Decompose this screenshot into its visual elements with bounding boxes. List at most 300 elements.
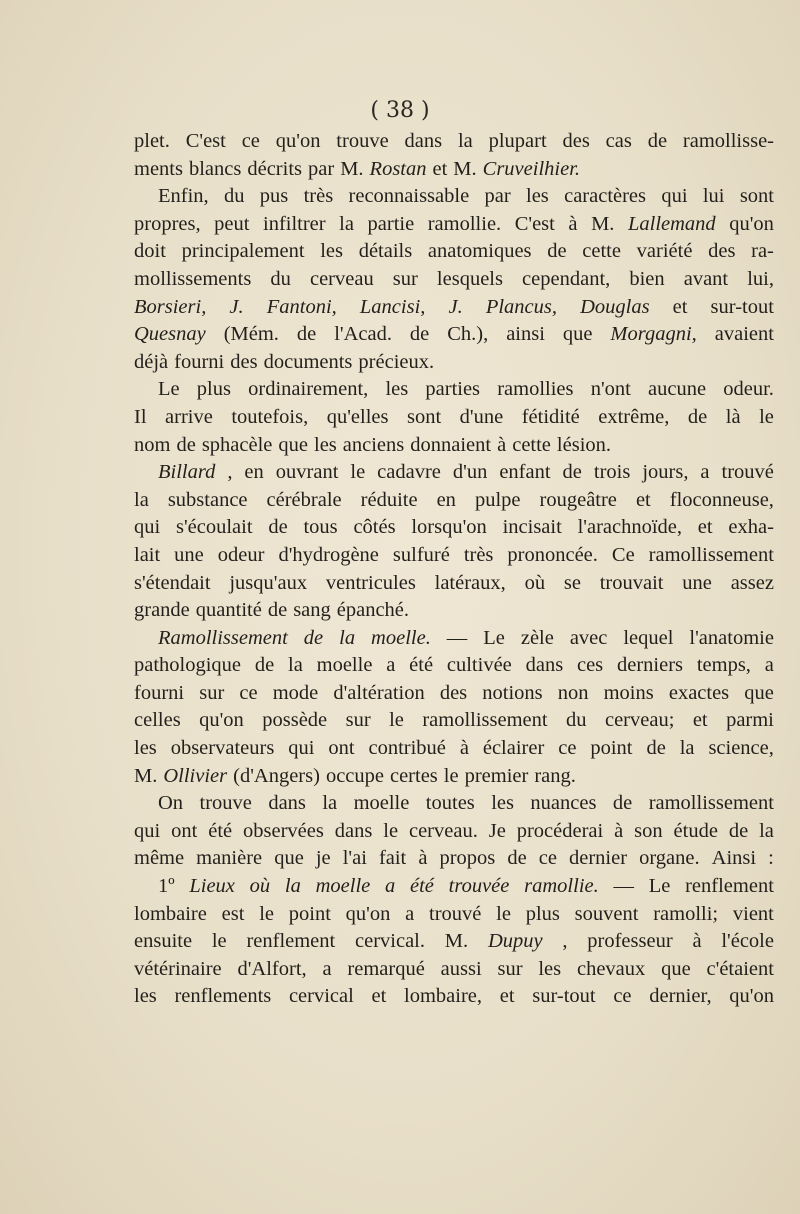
word: dans — [404, 130, 443, 152]
word: à — [497, 433, 507, 456]
word: quantité — [195, 599, 262, 622]
word: observateurs — [170, 737, 275, 760]
word: et — [371, 985, 387, 1008]
word: : — [768, 847, 774, 870]
word: dans — [525, 654, 564, 677]
word: de — [646, 737, 666, 760]
word: moelle. — [371, 626, 431, 649]
word: cervical — [288, 985, 354, 1008]
word: de — [254, 654, 275, 677]
word: Dupuy — [487, 930, 543, 953]
word: variété — [636, 240, 693, 263]
word: zèle — [520, 626, 554, 649]
word: le — [350, 461, 366, 484]
word: par — [484, 185, 511, 208]
word: de — [268, 516, 288, 539]
word: rougeâtre — [539, 488, 617, 511]
word: c'étaient — [706, 957, 774, 980]
word: infiltrer — [263, 212, 326, 235]
text-line — [134, 294, 774, 322]
word: en — [436, 488, 456, 511]
word: moelle — [353, 792, 410, 815]
word: cérébrale — [266, 488, 342, 511]
word: ramollies — [497, 378, 574, 401]
word: à — [459, 737, 469, 760]
word: d'altération — [333, 681, 425, 704]
word: Le — [158, 378, 180, 401]
text-line — [134, 156, 774, 184]
word: notions — [482, 681, 543, 704]
word: M. — [340, 157, 364, 180]
word: l'Acad. — [334, 323, 392, 346]
page-number: ( 38 ) — [370, 98, 430, 123]
word: C'est — [514, 212, 555, 235]
word: les — [491, 792, 514, 815]
word: exha- — [728, 516, 774, 539]
word: celles — [134, 709, 181, 732]
word: des — [439, 681, 468, 704]
word: le — [259, 902, 274, 925]
word: le — [496, 902, 511, 925]
word: à — [568, 212, 578, 235]
word: Enfin, — [158, 185, 209, 208]
word: organe. — [639, 847, 700, 870]
word: été — [410, 875, 434, 898]
word: trouve — [336, 130, 389, 152]
word: qui — [288, 737, 315, 760]
word: la — [339, 626, 356, 649]
word: décrits — [247, 157, 302, 180]
word: Borsieri, — [134, 295, 207, 318]
word: peut — [214, 212, 250, 235]
word: le — [389, 709, 404, 732]
word: cerveau — [309, 267, 374, 290]
word: côtés — [353, 516, 396, 539]
word: M. — [591, 212, 615, 235]
word: ventricules — [325, 571, 416, 594]
word: ont — [328, 737, 355, 760]
word: Billard — [158, 461, 216, 484]
word: lorsqu'on — [411, 516, 487, 539]
word: Fantoni, — [266, 295, 337, 318]
word: extrême, — [598, 405, 670, 428]
word: exactes — [668, 681, 730, 704]
word: et — [499, 985, 515, 1008]
word: étude — [673, 819, 718, 842]
word: que — [744, 681, 774, 704]
text-line — [134, 873, 774, 901]
word: les — [320, 240, 344, 263]
word: qu'elles — [326, 405, 389, 428]
word: jusqu'aux — [229, 571, 308, 594]
word: blancs — [188, 157, 242, 180]
word: à — [418, 847, 428, 870]
word: de — [647, 130, 668, 152]
word: assez — [730, 571, 774, 594]
word: trouve — [199, 792, 252, 815]
text-line — [134, 652, 774, 680]
word: des — [230, 350, 258, 373]
word: vient — [732, 902, 774, 925]
word: odeur — [217, 543, 265, 566]
word: Cruveilhier. — [482, 157, 581, 180]
word: ramollissement — [422, 709, 548, 732]
word: la — [457, 130, 473, 152]
word: d'une — [459, 405, 504, 428]
word: plus — [525, 902, 560, 925]
word: pulpe — [474, 488, 521, 511]
text-line — [134, 432, 774, 460]
word: souvent — [574, 902, 639, 925]
word: Il — [134, 405, 147, 428]
text-line — [134, 238, 774, 266]
text-line — [134, 790, 774, 818]
word: caractères — [564, 185, 647, 208]
text-line — [134, 928, 774, 956]
word: se — [563, 571, 581, 594]
word: sur-tout — [532, 985, 596, 1008]
word: trouvée — [448, 875, 510, 898]
word: C'est — [185, 130, 226, 152]
word: possède — [262, 709, 328, 732]
word: de — [176, 433, 196, 456]
word: — — [446, 626, 468, 649]
word: mollissements — [134, 267, 252, 290]
word: premier — [464, 764, 529, 787]
word: propos — [439, 847, 496, 870]
word: ainsi — [506, 323, 545, 346]
word: Le — [483, 626, 505, 649]
text-line — [134, 570, 774, 598]
word: aussi — [440, 957, 482, 980]
word: Ce — [611, 543, 635, 566]
word: et — [432, 157, 448, 180]
word: point — [288, 902, 331, 925]
word: trois — [593, 461, 631, 484]
word: l'ai — [342, 847, 367, 870]
word: Plancus, — [485, 295, 557, 318]
text-line — [134, 349, 774, 377]
word: l'anatomie — [689, 626, 774, 649]
word: à — [614, 819, 624, 842]
text-line — [134, 983, 774, 1011]
word: à — [692, 930, 702, 953]
word: odeur. — [723, 378, 774, 401]
word: donnaient — [410, 433, 492, 456]
word: des — [562, 130, 590, 152]
word: remarqué — [347, 957, 425, 980]
word: le — [443, 764, 459, 787]
word: ramollissement — [648, 543, 774, 566]
word: une — [174, 543, 204, 566]
word: a — [700, 461, 710, 484]
text-line — [134, 597, 774, 625]
word: lui, — [747, 267, 774, 290]
word: éclairer — [482, 737, 545, 760]
word: trouvait — [599, 571, 664, 594]
text-line — [134, 625, 774, 653]
word: doit — [134, 240, 166, 263]
word: nom — [134, 433, 171, 456]
word: très — [303, 185, 334, 208]
word: du — [223, 185, 245, 208]
word: J. — [448, 295, 463, 318]
word: qu'on — [345, 902, 391, 925]
word: toutefois, — [231, 405, 309, 428]
word: science, — [708, 737, 774, 760]
text-line — [134, 404, 774, 432]
word: n'ont — [590, 378, 631, 401]
word: lésion. — [556, 433, 612, 456]
word: de — [728, 819, 749, 842]
word: de — [562, 461, 582, 484]
word: dernier, — [649, 985, 712, 1008]
word: de — [409, 323, 430, 346]
word: mode — [272, 681, 319, 704]
word: , — [562, 930, 568, 953]
word: des — [708, 240, 736, 263]
word: la — [288, 654, 303, 677]
word: M. — [444, 930, 469, 953]
word: moins — [603, 681, 654, 704]
word: sang — [293, 599, 331, 622]
word: anciens — [342, 433, 405, 456]
text-line — [134, 128, 774, 156]
word: sur-tout — [710, 295, 774, 318]
word: contribué — [368, 737, 446, 760]
word: avec — [569, 626, 608, 649]
word: toutes — [425, 792, 475, 815]
word: a — [385, 875, 396, 898]
word: occupe — [325, 764, 384, 787]
word: fétidité — [521, 405, 580, 428]
word: renflements — [174, 985, 272, 1008]
word: prononcée. — [507, 543, 598, 566]
word: sur — [199, 681, 225, 704]
text-line — [134, 183, 774, 211]
word: lui — [702, 185, 725, 208]
word: précieux. — [358, 350, 435, 373]
word: cependant, — [522, 267, 611, 290]
word: trouvé — [721, 461, 774, 484]
word: ce — [613, 985, 632, 1008]
word: ensuite — [134, 930, 193, 953]
word: rang. — [534, 764, 576, 787]
word: dans — [334, 819, 373, 842]
word: On — [158, 792, 184, 815]
text-line — [134, 376, 774, 404]
word: sont — [739, 185, 774, 208]
word: (Mém. — [223, 323, 279, 346]
word: ouvrant — [275, 461, 339, 484]
text-line — [134, 211, 774, 239]
word: ce — [538, 847, 557, 870]
word: qu'on — [729, 212, 774, 235]
word: Ainsi — [711, 847, 757, 870]
word: qui — [661, 185, 688, 208]
text-line — [134, 707, 774, 735]
word: partie — [367, 212, 415, 235]
word: M. — [453, 157, 477, 180]
word: ments — [134, 157, 183, 180]
word: a — [405, 902, 415, 925]
body-text — [134, 128, 774, 1011]
word: principalement — [181, 240, 305, 263]
word: cervical. — [355, 930, 426, 953]
text-line — [134, 459, 774, 487]
word: s'écoulait — [175, 516, 253, 539]
word: incisait — [502, 516, 562, 539]
word: et — [692, 709, 708, 732]
word: pus — [259, 185, 289, 208]
word: là — [725, 405, 741, 428]
word: les — [134, 985, 157, 1008]
word: je — [315, 847, 331, 870]
word: jours, — [642, 461, 689, 484]
word: fait — [378, 847, 407, 870]
word: son — [634, 819, 663, 842]
word: sphacèle — [201, 433, 273, 456]
text-line — [134, 818, 774, 846]
word: d'un — [452, 461, 488, 484]
word: qui — [134, 516, 161, 539]
word: ramollie. — [524, 875, 599, 898]
word: que — [278, 433, 308, 456]
word: nuances — [530, 792, 597, 815]
word: ce — [239, 681, 258, 704]
word: plupart — [488, 130, 547, 152]
word: parties — [425, 378, 481, 401]
word: moelle — [316, 654, 373, 677]
word: propres, — [134, 212, 201, 235]
word: la — [759, 819, 774, 842]
text-line — [134, 845, 774, 873]
word: été — [409, 654, 434, 677]
word: de — [507, 847, 527, 870]
word: que — [274, 847, 304, 870]
word: de — [296, 323, 317, 346]
word: la — [284, 875, 301, 898]
word: lombaire, — [404, 985, 483, 1008]
word: substance — [167, 488, 248, 511]
word: en — [244, 461, 264, 484]
word: certes — [389, 764, 438, 787]
text-line — [134, 763, 774, 791]
word: floconneuse, — [669, 488, 774, 511]
word: fourni — [174, 350, 225, 373]
word: vétérinaire — [134, 957, 222, 980]
word: — — [613, 875, 634, 898]
word: l'arachnoïde, — [577, 516, 683, 539]
word: derniers — [616, 654, 684, 677]
word: M. — [134, 764, 158, 787]
word: l'école — [721, 930, 774, 953]
word: lesquels — [436, 267, 503, 290]
word: très — [463, 543, 494, 566]
word: d'Alfort, — [237, 957, 307, 980]
word: Lieux — [189, 875, 235, 898]
word: ce — [241, 130, 260, 152]
word: aucune — [648, 378, 707, 401]
word: de — [267, 599, 288, 622]
text-line — [134, 956, 774, 984]
word: Rostan — [369, 157, 427, 180]
word: cas — [605, 130, 632, 152]
word: sur — [392, 267, 418, 290]
word: Lallemand — [627, 212, 716, 235]
word: grande — [134, 599, 190, 622]
word: avaient — [714, 323, 774, 346]
word: que — [661, 957, 691, 980]
word: J. — [229, 295, 244, 318]
word: les — [538, 957, 562, 980]
word: une — [682, 571, 712, 594]
word: que — [562, 323, 593, 346]
word: parmi — [726, 709, 774, 732]
text-line — [134, 321, 774, 349]
word: enfant — [499, 461, 551, 484]
word: trouvé — [429, 902, 482, 925]
word: manière — [196, 847, 263, 870]
word: moelle — [315, 875, 371, 898]
word: tous — [303, 516, 338, 539]
word: les — [385, 378, 409, 401]
text-line — [134, 514, 774, 542]
word: cadavre — [377, 461, 441, 484]
word: Le — [648, 875, 671, 898]
word: le — [211, 930, 227, 953]
word: cerveau; — [604, 709, 675, 732]
word: plus — [196, 378, 231, 401]
word: réduite — [360, 488, 418, 511]
word: ces — [576, 654, 604, 677]
word: sulfuré — [392, 543, 450, 566]
word: lombaire — [134, 902, 207, 925]
word: temps, — [696, 654, 751, 677]
word: fourni — [134, 681, 185, 704]
word: où — [249, 875, 271, 898]
word: les — [134, 737, 157, 760]
word: procéderai — [516, 819, 604, 842]
word: documents — [263, 350, 353, 373]
word: cerveau. — [408, 819, 478, 842]
word: renflement — [246, 930, 336, 953]
word: du — [566, 709, 587, 732]
word: Ch.), — [447, 323, 489, 346]
word: latéraux, — [434, 571, 506, 594]
word: d'hydrogène — [278, 543, 379, 566]
word: Ramollissement — [158, 626, 288, 649]
word: 1º — [158, 875, 175, 898]
word: (d'Angers) — [233, 764, 320, 787]
word: et — [672, 295, 688, 318]
word: la — [322, 792, 338, 815]
word: bien — [629, 267, 665, 290]
word: la — [679, 737, 695, 760]
word: Douglas — [580, 295, 650, 318]
word: qu'on — [199, 709, 244, 732]
text-line — [134, 266, 774, 294]
word: ont — [171, 819, 198, 842]
word: lait — [134, 543, 161, 566]
word: cette — [582, 240, 621, 263]
word: ramollissement — [648, 792, 774, 815]
text-line — [134, 487, 774, 515]
word: a — [764, 654, 774, 677]
word: Quesnay — [134, 323, 206, 346]
word: déjà — [134, 350, 169, 373]
word: ramolli; — [653, 902, 719, 925]
